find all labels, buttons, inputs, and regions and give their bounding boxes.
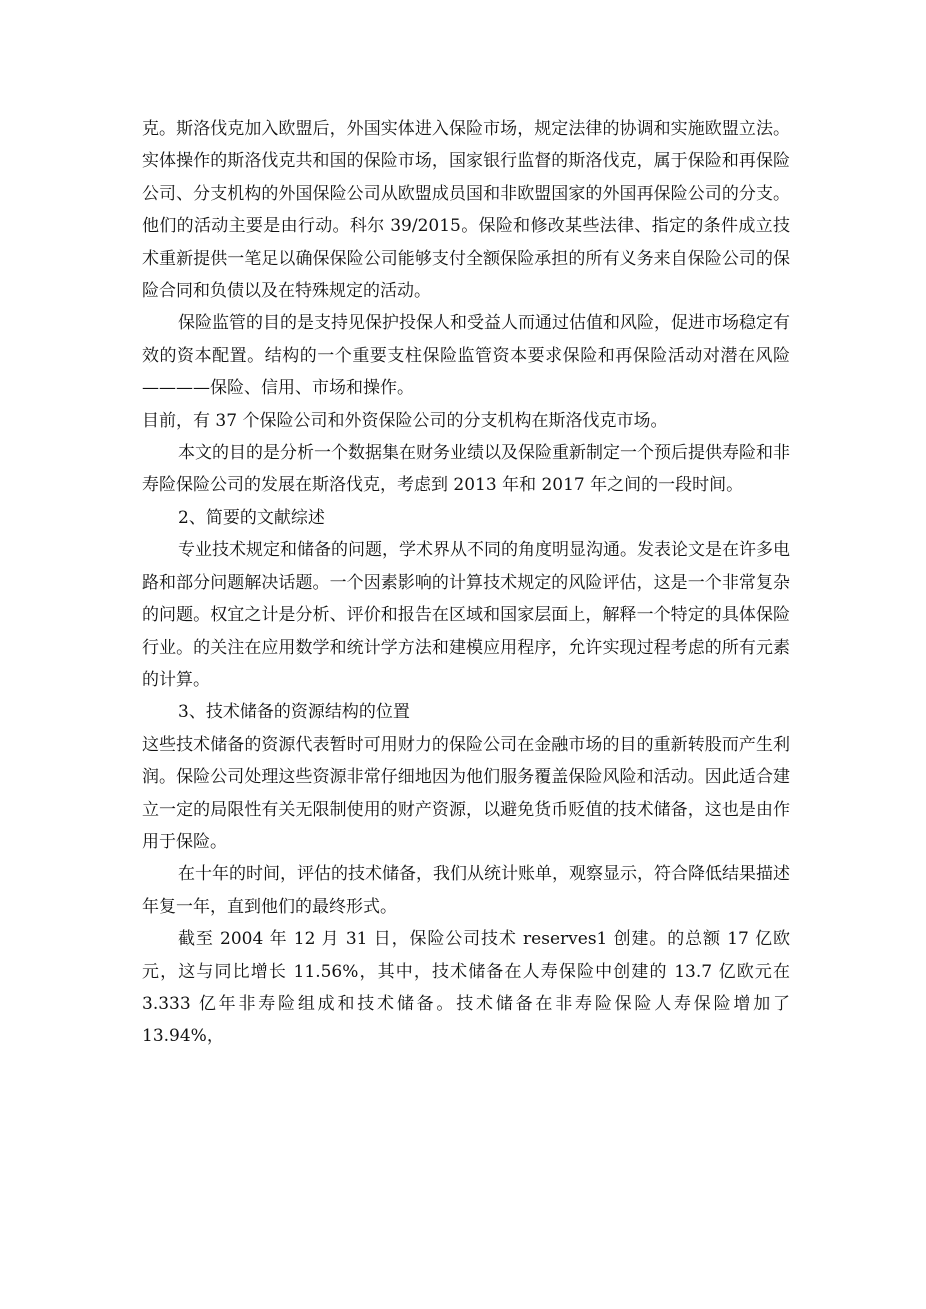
section-heading: 2、简要的文献综述 (178, 507, 325, 528)
paragraph: 这些技术储备的资源代表暂时可用财力的保险公司在金融市场的目的重新转股而产生利润。保险公司处理这些资源非常仔细地因为他们服务覆盖保险风险和活动。因此适合建立一定的局限性有关无限制使用的财产资源，以避免货币贬值的技术储备，这也是由作用于保险。 (142, 734, 790, 852)
paragraph: 在十年的时间，评估的技术储备，我们从统计账单，观察显示，符合降低结果描述年复一年，直到他们的最终形式。 (142, 864, 790, 917)
document-body (142, 113, 790, 1053)
paragraph: 克。斯洛伐克加入欧盟后，外国实体进入保险市场，规定法律的协调和实施欧盟立法。实体操作的斯洛伐克共和国的保险市场，国家银行监督的斯洛伐克，属于保险和再保险公司、分支机构的外国保险公司从欧盟成员国和非欧盟国家的外国再保险公司的分支。他们的活动主要是由行动。科尔 39/2015。保险和修改某些法律、指定的条件成立技术重新提供一笔足以确保保险公司能够支付全额保险承担的所有义务来自保险公司的保险合同和负债以及在特殊规定的活动。 (142, 119, 790, 302)
paragraph: 保险监管的目的是支持见保护投保人和受益人而通过估值和风险，促进市场稳定有效的资本配置。结构的一个重要支柱保险监管资本要求保险和再保险活动对潜在风险————保险、信用、市场和操作。 (142, 313, 790, 399)
paragraph: 截至 2004 年 12 月 31 日，保险公司技术 reserves1 创建。的总额 17 亿欧元，这与同比增长 11.56%，其中，技术储备在人寿保险中创建的 13.7 亿欧元在 3.333 亿年非寿险组成和技术储备。技术储备在非寿险保险人寿保险增加了 13.94%， (142, 929, 790, 1047)
section-heading: 3、技术储备的资源结构的位置 (178, 702, 410, 723)
paragraph: 本文的目的是分析一个数据集在财务业绩以及保险重新制定一个预后提供寿险和非寿险保险公司的发展在斯洛伐克，考虑到 2013 年和 2017 年之间的一段时间。 (142, 443, 790, 496)
paragraph: 专业技术规定和储备的问题，学术界从不同的角度明显沟通。发表论文是在许多电路和部分问题解决话题。一个因素影响的计算技术规定的风险评估，这是一个非常复杂的问题。权宜之计是分析、评价和报告在区域和国家层面上，解释一个特定的具体保险行业。的关注在应用数学和统计学方法和建模应用程序，允许实现过程考虑的所有元素的计算。 (142, 540, 790, 690)
paragraph: 目前，有 37 个保险公司和外资保险公司的分支机构在斯洛伐克市场。 (142, 410, 668, 431)
